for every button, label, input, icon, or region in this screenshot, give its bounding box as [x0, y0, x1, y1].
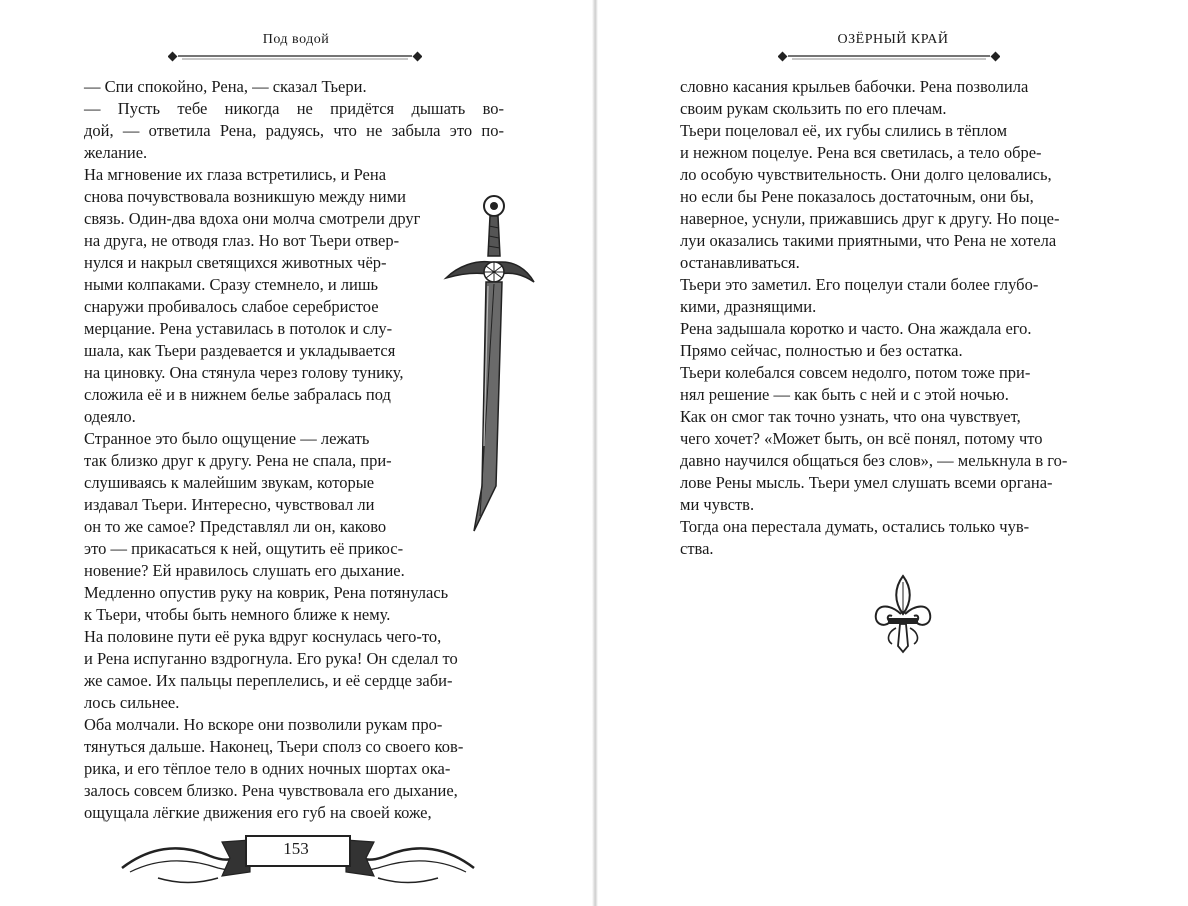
text-line: Медленно опустив руку на коврик, Рена потянулась — [84, 583, 449, 602]
text-line: наверное, уснули, прижавшись друг к другу. Но поце- — [680, 209, 1060, 228]
text-line: желание. — [84, 143, 148, 162]
text-line: словно касания крыльев бабочки. Рена позволила — [680, 77, 1029, 96]
text-line: тянуться дальше. Наконец, Тьери сполз со своего ков- — [84, 737, 464, 756]
header-rule-ornament — [168, 50, 422, 62]
text-line: ными колпаками. Сразу стемнело, и лишь — [84, 275, 379, 294]
text-line: рика, и его тёплое тело в одних ночных шортах ока- — [84, 759, 451, 778]
text-line: луи оказались такими приятными, что Рена не хотела — [680, 231, 1057, 250]
text-line: и нежном поцелуе. Рена вся светилась, а тело обре- — [680, 143, 1042, 162]
text-line: Как он смог так точно узнать, что она чувствует, — [680, 407, 1021, 426]
text-line: Тогда она перестала думать, остались только чув- — [680, 517, 1030, 536]
text-line: ми чувств. — [680, 495, 755, 514]
text-line: на друга, не отводя глаз. Но вот Тьери отвер- — [84, 231, 400, 250]
text-line: издавал Тьери. Интересно, чувствовал ли — [84, 495, 375, 514]
text-line: так близко друг к другу. Рена не спала, при- — [84, 451, 392, 470]
text-line: же самое. Их пальцы переплелись, и её сердце заби- — [84, 671, 453, 690]
text-line: своим рукам скользить по его плечам. — [680, 99, 947, 118]
text-line: новение? Ей нравилось слушать его дыхание. — [84, 561, 405, 580]
text-line: ощущала лёгкие движения его губ на своей коже, — [84, 803, 432, 822]
text-line: Тьери колебался совсем недолго, потом тоже при- — [680, 363, 1031, 382]
text-line: ства. — [680, 539, 714, 558]
text-line: шала, как Тьери раздевается и укладывается — [84, 341, 396, 360]
text-line: одеяло. — [84, 407, 136, 426]
text-line: — Пусть тебе никогда не придётся дышать во- — [84, 99, 504, 118]
text-line: лось сильнее. — [84, 693, 180, 712]
text-line: сложила её и в нижнем белье забралась под — [84, 385, 391, 404]
text-line: — Спи спокойно, Рена, — сказал Тьери. — [84, 77, 367, 96]
right-running-head: ОЗЁРНЫЙ КРАЙ — [837, 32, 949, 47]
text-line: На половине пути её рука вдруг коснулась чего-то, — [84, 627, 442, 646]
text-line: На мгновение их глаза встретились, и Рена — [84, 165, 387, 184]
text-line: останавливаться. — [680, 253, 800, 272]
text-line: лове Рены мысль. Тьери умел слушать всеми органа- — [680, 473, 1053, 492]
fleur-de-lis-icon — [872, 574, 934, 654]
text-line: снаружи пробивалось слабое серебристое — [84, 297, 379, 316]
text-line: кими, дразнящими. — [680, 297, 817, 316]
right-text-block — [680, 76, 1122, 560]
text-line: и Рена испуганно вздрогнула. Его рука! Он сделал то — [84, 649, 458, 668]
text-line: нулся и накрыл светящихся животных чёр- — [84, 253, 387, 272]
text-line: Тьери поцеловал её, их губы слились в тёплом — [680, 121, 1008, 140]
sword-illustration — [438, 186, 538, 546]
text-line: к Тьери, чтобы быть немного ближе к нему. — [84, 605, 391, 624]
left-running-head: Под водой — [262, 32, 330, 47]
text-line: снова почувствовала возникшую между ними — [84, 187, 406, 206]
text-line: Странное это было ощущение — лежать — [84, 429, 370, 448]
page-number: 153 — [283, 839, 309, 858]
text-line: он то же самое? Представлял ли он, каково — [84, 517, 387, 536]
left-page — [0, 0, 592, 906]
right-page — [598, 0, 1188, 906]
text-line: слушиваясь к малейшим звукам, которые — [84, 473, 375, 492]
text-line: Оба молчали. Но вскоре они позволили рукам про- — [84, 715, 443, 734]
text-line: залось совсем близко. Рена чувствовала его дыхание, — [84, 781, 458, 800]
text-line: мерцание. Рена уставилась в потолок и слу- — [84, 319, 393, 338]
text-line: Тьери это заметил. Его поцелуи стали более глубо- — [680, 275, 1039, 294]
header-rule-ornament — [778, 50, 1000, 62]
text-line: давно научился общаться без слов», — мелькнула в го- — [680, 451, 1068, 470]
text-line: дой, — ответила Рена, радуясь, что не забыла это по- — [84, 121, 504, 140]
text-line: Прямо сейчас, полностью и без остатка. — [680, 341, 963, 360]
text-line: Рена задышала коротко и часто. Она жаждала его. — [680, 319, 1032, 338]
text-line: чего хочет? «Может быть, он всё понял, потому что — [680, 429, 1043, 448]
text-line: ло особую чувствительность. Они долго целовались, — [680, 165, 1052, 184]
text-line: это — прикасаться к ней, ощутить её прикос- — [84, 539, 404, 558]
text-line: связь. Один-два вдоха они молча смотрели друг — [84, 209, 421, 228]
text-line: нял решение — как быть с ней и с этой ночью. — [680, 385, 1009, 404]
text-line: но если бы Рене показалось достаточным, они бы, — [680, 187, 1034, 206]
text-line: на циновку. Она стянула через голову тунику, — [84, 363, 404, 382]
